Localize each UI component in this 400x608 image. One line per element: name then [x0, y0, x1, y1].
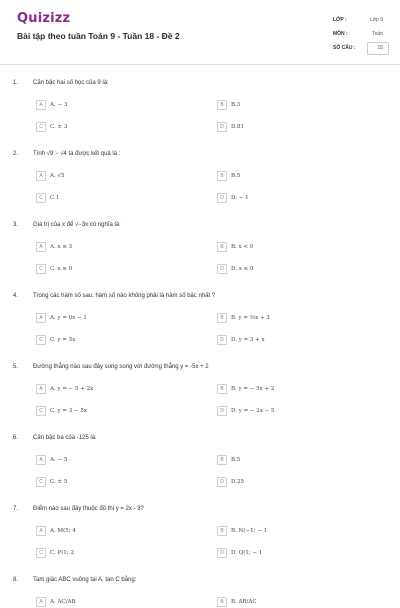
option-text: C. x ≥ 0	[50, 266, 73, 272]
meta-class	[333, 14, 389, 28]
option-letter-box: A	[36, 526, 46, 536]
question-text: Trong các hàm số sau, hàm số nào không phải là hàm số bậc nhất ?	[33, 293, 216, 299]
question-text: Điểm nào sau đây thuộc đồ thị y = 2x - 3?	[33, 506, 144, 512]
meta-class-value: Lớp 9	[369, 17, 383, 23]
question-text: Căn bậc hai số học của 9 là:	[33, 80, 109, 86]
option-text: B.5	[231, 457, 241, 463]
option-text: D. x ≤ 0	[231, 266, 254, 272]
option-letter-box: D	[217, 122, 227, 132]
option-text: C. P(1; 2	[50, 550, 74, 556]
option-text: B.5	[231, 173, 241, 179]
option-letter-box: B	[217, 100, 227, 110]
option-letter-box: B	[217, 597, 227, 607]
option-letter-box: B	[217, 455, 227, 465]
option-text: B. y = − 5x + 2	[231, 386, 275, 392]
option-text: A. y = − 5 + 2x	[50, 386, 94, 392]
option-text: D. − 1	[231, 195, 249, 201]
option-text: C. ± 5	[50, 479, 68, 485]
option-text: B. y = ⅔x + 3	[231, 315, 270, 321]
option-text: C.1	[50, 195, 60, 201]
option-letter-box: D	[217, 548, 227, 558]
option-text: A. √5	[50, 173, 65, 179]
option-text: B. AB/AC	[231, 599, 257, 605]
option-letter-box: C	[36, 122, 46, 132]
option-letter-box: B	[217, 242, 227, 252]
question-text: Căn bậc ba của -125 là:	[33, 435, 97, 441]
option-text: D. Q(1; − 1	[231, 550, 263, 556]
option-letter-box: A	[36, 313, 46, 323]
option-letter-box: C	[36, 406, 46, 416]
question-number: 1.	[13, 80, 19, 86]
question-number: 2.	[13, 151, 19, 157]
option-letter-box: C	[36, 548, 46, 558]
option-letter-box: D	[217, 406, 227, 416]
question-number: 3.	[13, 222, 19, 228]
option-text: A. M(5; 4	[50, 528, 76, 534]
option-text: C. y = 3 − 5x	[50, 408, 87, 414]
option-text: B. N(−1; − 1	[231, 528, 268, 534]
option-letter-box: B	[217, 526, 227, 536]
option-text: A. AC/AB	[50, 599, 76, 605]
question-text: Tam giác ABC vuông tại A, tan C bằng:	[33, 577, 137, 583]
quizizz-logo: Quizizz	[17, 11, 71, 26]
option-letter-box: D	[217, 477, 227, 487]
question-number: 5.	[13, 364, 19, 370]
meta-subject-label: MÔN :	[333, 31, 348, 37]
option-text: A. − 5	[50, 457, 68, 463]
option-text: D. y = − 2x − 5	[231, 408, 275, 414]
option-letter-box: B	[217, 171, 227, 181]
option-text: C. ± 3	[50, 124, 68, 130]
question-text: Đường thẳng nào sau đây song song với đường thẳng y = -5x + 2	[33, 364, 209, 370]
option-text: D. y = 3 + x	[231, 337, 265, 343]
option-letter-box: A	[36, 100, 46, 110]
option-text: A. y = 0x − 1	[50, 315, 87, 321]
question-number: 7.	[13, 506, 19, 512]
option-letter-box: A	[36, 455, 46, 465]
question-text: Giá trị của x để √−3x có nghĩa là:	[33, 222, 121, 228]
option-text: A. x ≥ 3	[50, 244, 73, 250]
option-letter-box: C	[36, 193, 46, 203]
meta-count-label: SỐ CÂU :	[333, 45, 356, 51]
option-letter-box: C	[36, 335, 46, 345]
option-letter-box: A	[36, 171, 46, 181]
option-text: A. − 3	[50, 102, 68, 108]
option-letter-box: A	[36, 597, 46, 607]
meta-info	[333, 14, 389, 56]
option-letter-box: C	[36, 264, 46, 274]
option-text: D.25	[231, 479, 244, 485]
option-letter-box: B	[217, 313, 227, 323]
option-letter-box: B	[217, 384, 227, 394]
meta-count-value: 15	[377, 45, 383, 51]
option-letter-box: D	[217, 335, 227, 345]
option-text: C. y = 5x	[50, 337, 76, 343]
option-letter-box: A	[36, 384, 46, 394]
meta-class-label: LỚP :	[333, 17, 347, 23]
question-number: 4.	[13, 293, 19, 299]
option-letter-box: D	[217, 264, 227, 274]
option-text: B.3	[231, 102, 241, 108]
option-text: D.81	[231, 124, 244, 130]
option-text: B. x < 0	[231, 244, 254, 250]
header-divider	[0, 64, 400, 65]
document-header	[0, 0, 400, 62]
question-number: 6.	[13, 435, 19, 441]
meta-subject-value: Toán	[372, 31, 383, 37]
option-letter-box: C	[36, 477, 46, 487]
meta-count	[333, 42, 389, 56]
option-letter-box: A	[36, 242, 46, 252]
meta-subject	[333, 28, 389, 42]
question-number: 8.	[13, 577, 19, 583]
option-letter-box: D	[217, 193, 227, 203]
document-title: Bài tập theo tuần Toán 9 - Tuần 18 - Đề 2	[17, 31, 180, 41]
question-text: Tính √9 − √4 ta được kết quả là :	[33, 151, 121, 157]
